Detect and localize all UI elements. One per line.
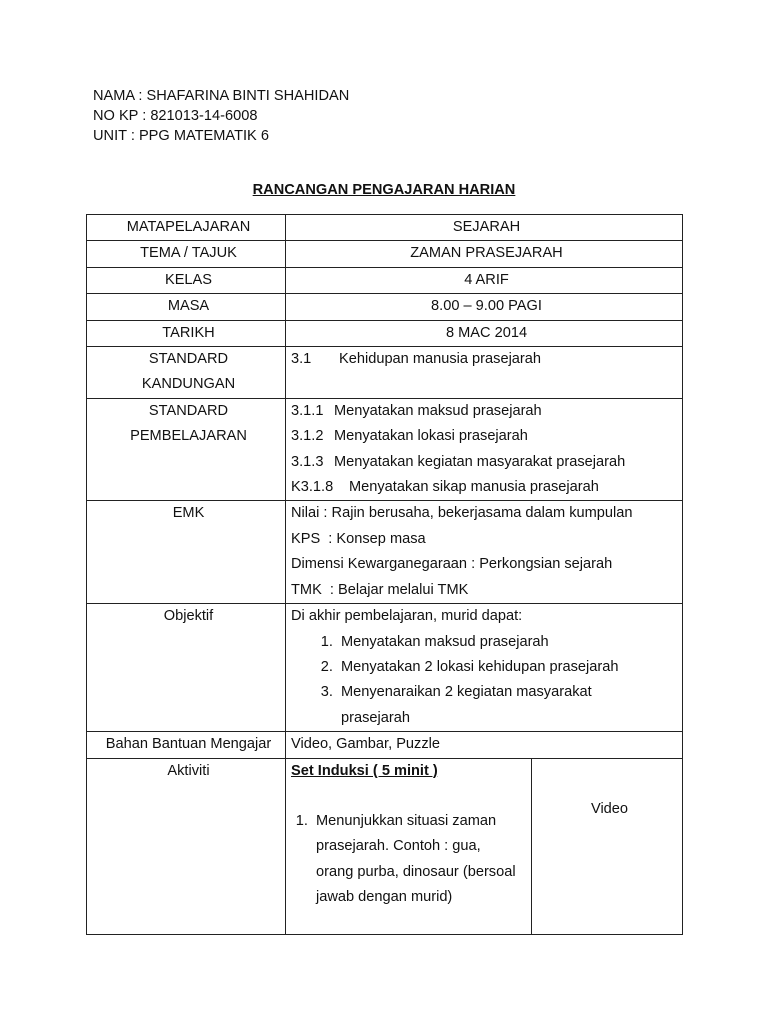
row-masa <box>87 294 683 320</box>
label-tema: TEMA / TAJUK <box>87 241 286 267</box>
value-tema: ZAMAN PRASEJARAH <box>286 241 683 267</box>
label-sk-line1: STANDARD <box>148 351 229 368</box>
sp-text: Menyatakan kegiatan masyarakat prasejarah <box>334 453 626 470</box>
aktiviti-media <box>532 758 683 934</box>
document-title: RANCANGAN PENGAJARAN HARIAN <box>252 182 516 198</box>
label-objektif: Objektif <box>87 604 286 732</box>
label-kelas: KELAS <box>87 267 286 293</box>
label-bbm: Bahan Bantuan Mengajar <box>87 732 286 758</box>
value-bbm: Video, Gambar, Puzzle <box>286 732 683 758</box>
sk-code: 3.1 <box>291 351 312 368</box>
objektif-item: 2. Menyatakan 2 lokasi kehidupan prasejarah <box>337 655 682 680</box>
value-tarikh: 8 MAC 2014 <box>286 320 683 346</box>
label-sp-line2: PEMBELAJARAN <box>130 428 247 445</box>
sp-text: Menyatakan maksud prasejarah <box>334 402 542 419</box>
label-emk: EMK <box>87 501 286 604</box>
label-matapelajaran: MATAPELAJARAN <box>87 215 286 241</box>
row-objektif <box>87 604 683 732</box>
sp-code: 3.1.3 <box>291 453 324 470</box>
sk-text: Kehidupan manusia prasejarah <box>339 351 542 368</box>
label-masa: MASA <box>87 294 286 320</box>
sp-code: 3.1.2 <box>291 428 324 445</box>
value-standard-pembelajaran <box>286 398 683 501</box>
label-standard-kandungan <box>87 347 286 399</box>
label-aktiviti: Aktiviti <box>87 758 286 934</box>
value-kelas: 4 ARIF <box>286 267 683 293</box>
objektif-item: 1. Menyatakan maksud prasejarah <box>337 630 682 655</box>
sp-text: Menyatakan sikap manusia prasejarah <box>349 479 599 496</box>
row-tema <box>87 241 683 267</box>
row-emk <box>87 501 683 604</box>
row-aktiviti <box>87 758 683 934</box>
student-info <box>93 86 349 146</box>
sp-item <box>291 450 682 475</box>
value-matapelajaran: SEJARAH <box>286 215 683 241</box>
objektif-list <box>291 630 682 732</box>
lesson-plan-table <box>86 214 683 935</box>
emk-line: Dimensi Kewarganegaraan : Perkongsian sejarah <box>291 556 613 573</box>
value-standard-kandungan <box>286 347 683 399</box>
sp-text: Menyatakan lokasi prasejarah <box>334 428 528 445</box>
sp-code: K3.1.8 <box>291 479 334 496</box>
row-tarikh <box>87 320 683 346</box>
student-name: NAMA : SHAFARINA BINTI SHAHIDAN <box>93 88 350 104</box>
student-id: NO KP : 821013-14-6008 <box>93 108 258 124</box>
label-sp-line1: STANDARD <box>148 402 229 419</box>
student-unit: UNIT : PPG MATEMATIK 6 <box>93 128 269 144</box>
row-standard-kandungan <box>87 347 683 399</box>
sp-item <box>291 424 682 449</box>
sp-code: 3.1.1 <box>291 402 324 419</box>
emk-line: TMK : Belajar melalui TMK <box>291 581 469 598</box>
row-matapelajaran <box>87 215 683 241</box>
emk-line: Nilai : Rajin berusaha, bekerjasama dalam kumpulan <box>291 505 633 522</box>
emk-line: KPS : Konsep masa <box>291 530 426 547</box>
label-tarikh: TARIKH <box>87 320 286 346</box>
aktiviti-content <box>286 758 532 934</box>
set-induksi-title: Set Induksi ( 5 minit ) <box>291 762 438 779</box>
objektif-intro: Di akhir pembelajaran, murid dapat: <box>291 608 523 625</box>
label-standard-pembelajaran <box>87 398 286 501</box>
sp-item <box>291 475 682 500</box>
value-emk <box>286 501 683 604</box>
value-masa: 8.00 – 9.00 PAGI <box>286 294 683 320</box>
objektif-item: 3. Menyenaraikan 2 kegiatan masyarakat prasejarah <box>337 680 641 731</box>
value-objektif <box>286 604 683 732</box>
row-kelas <box>87 267 683 293</box>
row-bbm <box>87 732 683 758</box>
row-standard-pembelajaran <box>87 398 683 501</box>
label-sk-line2: KANDUNGAN <box>141 376 236 393</box>
aktiviti-steps <box>291 809 531 911</box>
sp-item <box>291 399 682 424</box>
media-label: Video <box>590 800 629 817</box>
aktiviti-step: 1. Menunjukkan situasi zaman prasejarah. Contoh : gua, orang purba, dinosaur (bersoal jawab dengan murid) <box>312 809 521 911</box>
